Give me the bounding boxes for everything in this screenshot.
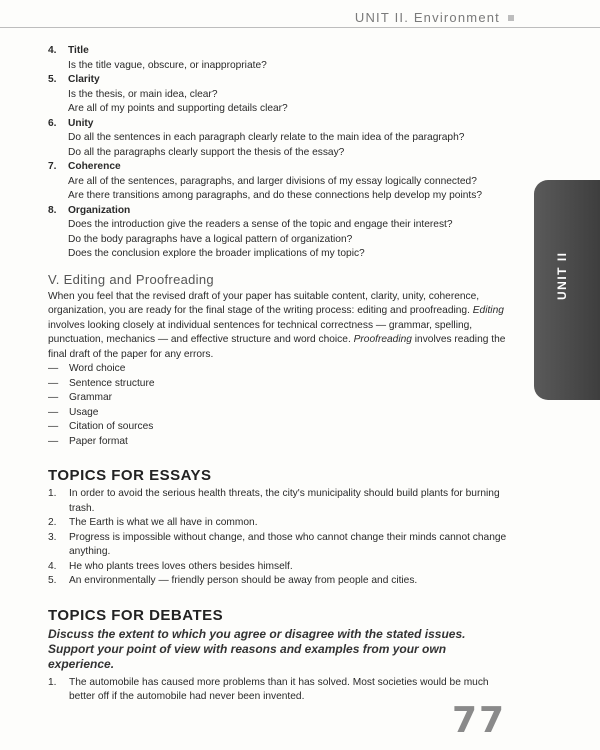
criterion-question: Does the conclusion explore the broader implications of my topic? bbox=[68, 248, 365, 259]
essay-topics-list bbox=[48, 487, 510, 589]
list-item bbox=[48, 362, 510, 377]
list-item-number: 2. bbox=[48, 517, 57, 528]
debates-instructions: Discuss the extent to which you agree or disagree with the stated issues. Support your point of view with reasons and examples from your own experience. bbox=[48, 626, 466, 671]
criterion-item bbox=[48, 44, 510, 73]
list-item bbox=[48, 406, 510, 421]
editing-term: Editing bbox=[472, 305, 504, 316]
criterion-item bbox=[48, 117, 510, 161]
list-item-text: Citation of sources bbox=[69, 421, 154, 432]
list-item-number: 4. bbox=[48, 560, 57, 572]
list-item-text: Progress is impossible without change, and those who cannot change their minds cannot change anything. bbox=[69, 531, 507, 557]
page-content bbox=[48, 44, 510, 705]
list-item-number: 3. bbox=[48, 531, 57, 543]
criteria-list bbox=[48, 44, 510, 262]
criterion-number: 6. bbox=[48, 117, 57, 129]
list-item-number: 1. bbox=[48, 488, 57, 499]
list-item-text: Sentence structure bbox=[69, 377, 155, 389]
proofreading-term: Proofreading bbox=[353, 334, 412, 345]
list-item-text: Word choice bbox=[69, 363, 126, 374]
dash-bullet: — bbox=[48, 392, 59, 403]
dash-bullet: — bbox=[48, 435, 59, 447]
topics-debates-heading: TOPICS FOR DEBATES bbox=[48, 606, 224, 624]
criterion-question: Is the title vague, obscure, or inappropriate? bbox=[68, 59, 267, 71]
header-rule bbox=[0, 27, 600, 28]
list-item-text: Usage bbox=[69, 406, 99, 418]
editing-text-1: When you feel that the revised draft of your paper has suitable content, clarity, unity, coherence, organization, you are ready for the final stage of the writing process: editing and proofreading. bbox=[48, 290, 480, 316]
editing-text-2: involves looking closely at individual sentences for technical correctness — grammar, spelling, punctuation, mechanics — and effective structure and word choice. bbox=[48, 319, 473, 345]
list-item bbox=[48, 487, 510, 516]
page-number: 77 bbox=[452, 700, 507, 741]
criterion-number: 4. bbox=[48, 45, 57, 56]
list-item-text: The Earth is what we all have in common. bbox=[69, 517, 258, 528]
criterion-item bbox=[48, 73, 510, 117]
list-item-text: Paper format bbox=[69, 435, 128, 447]
criterion-title: Clarity bbox=[68, 74, 100, 85]
criterion-number: 7. bbox=[48, 161, 57, 172]
dash-bullet: — bbox=[48, 363, 59, 374]
side-tab-label: UNIT II bbox=[555, 251, 569, 300]
criterion-question: Do all the sentences in each paragraph clearly relate to the main idea of the paragraph? bbox=[68, 132, 465, 143]
criterion-question: Does the introduction give the readers a sense of the topic and engage their interest? bbox=[68, 219, 453, 230]
criterion-question: Are all of my points and supporting details clear? bbox=[68, 103, 288, 114]
criterion-number: 5. bbox=[48, 74, 57, 85]
list-item-text: Grammar bbox=[69, 392, 113, 403]
criterion-title: Unity bbox=[68, 117, 94, 129]
list-item-number: 1. bbox=[48, 676, 57, 688]
list-item-number: 5. bbox=[48, 575, 57, 586]
dash-bullet: — bbox=[48, 421, 59, 432]
list-item bbox=[48, 560, 510, 575]
list-item bbox=[48, 516, 510, 531]
criterion-item bbox=[48, 160, 510, 204]
editing-text-3: involves reading the final draft of the paper for any errors. bbox=[48, 334, 506, 360]
list-item bbox=[48, 377, 510, 392]
list-item bbox=[48, 391, 510, 406]
criterion-question: Are all of the sentences, paragraphs, and larger divisions of my essay logically connected? bbox=[68, 175, 477, 187]
header-square bbox=[508, 15, 514, 21]
list-item bbox=[48, 574, 510, 589]
criterion-title: Coherence bbox=[68, 161, 121, 172]
criterion-title: Title bbox=[68, 45, 89, 56]
list-item-text: The automobile has caused more problems than it has solved. Most societies would be much better off if the automobile had never been invented. bbox=[69, 676, 489, 702]
criterion-question: Is the thesis, or main idea, clear? bbox=[68, 88, 218, 100]
list-item-text: An environmentally — friendly person should be away from people and cities. bbox=[69, 575, 418, 586]
criterion-question: Do all the paragraphs clearly support the thesis of the essay? bbox=[68, 146, 345, 158]
list-item bbox=[48, 420, 510, 435]
list-item-text: In order to avoid the serious health threats, the city's municipality should build plants for burning trash. bbox=[69, 488, 500, 514]
dash-bullet: — bbox=[48, 406, 59, 418]
list-item bbox=[48, 531, 510, 560]
editing-checklist bbox=[48, 362, 510, 449]
dash-bullet: — bbox=[48, 377, 59, 389]
debate-topics-list bbox=[48, 676, 510, 705]
list-item bbox=[48, 435, 510, 450]
criterion-number: 8. bbox=[48, 204, 57, 216]
editing-paragraph bbox=[48, 290, 510, 363]
criterion-item bbox=[48, 204, 510, 262]
editing-section-heading: V. Editing and Proofreading bbox=[48, 271, 214, 287]
criterion-question: Do the body paragraphs have a logical pattern of organization? bbox=[68, 233, 353, 245]
list-item-text: He who plants trees loves others besides himself. bbox=[69, 560, 293, 572]
list-item bbox=[48, 676, 510, 705]
unit-side-tab bbox=[534, 180, 600, 400]
topics-essays-heading: TOPICS FOR ESSAYS bbox=[48, 467, 212, 484]
unit-header: UNIT II. Environment bbox=[354, 10, 500, 25]
criterion-question: Are there transitions among paragraphs, and do these connections help develop my points? bbox=[68, 190, 482, 201]
criterion-title: Organization bbox=[68, 204, 131, 216]
